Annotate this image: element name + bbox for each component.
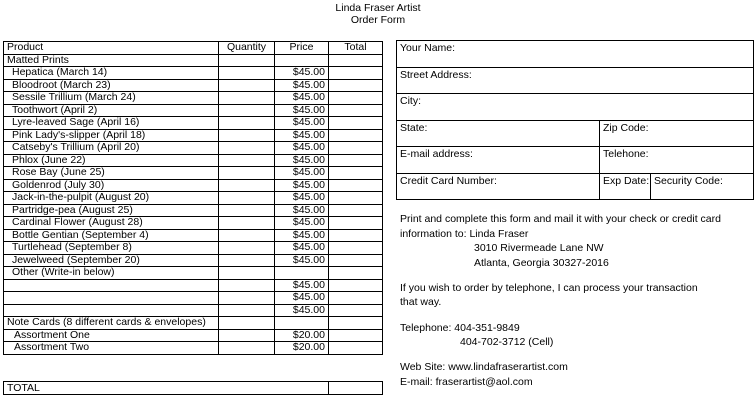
quantity-cell[interactable] <box>219 117 275 130</box>
total-cell[interactable] <box>329 254 383 267</box>
total-cell[interactable] <box>329 154 383 167</box>
table-row <box>4 192 383 205</box>
table-row <box>4 67 383 80</box>
product-table <box>3 41 383 355</box>
product-name: Bottle Gentian (September 4) <box>4 229 219 242</box>
table-row <box>4 179 383 192</box>
total-cell[interactable] <box>329 79 383 92</box>
total-cell[interactable] <box>329 267 383 280</box>
product-name: Cardinal Flower (August 28) <box>4 217 219 230</box>
write-in-product-field[interactable] <box>4 304 219 317</box>
table-row <box>4 254 383 267</box>
quantity-cell[interactable] <box>219 154 275 167</box>
total-cell[interactable] <box>329 304 383 317</box>
security-code-field[interactable]: Security Code: <box>651 173 754 200</box>
table-row-write-in <box>4 279 383 292</box>
quantity-cell[interactable] <box>219 342 275 355</box>
product-name: Assortment Two <box>4 342 219 355</box>
total-cell[interactable] <box>329 92 383 105</box>
grand-total-cell[interactable] <box>329 382 383 395</box>
exp-date-field[interactable]: Exp Date: <box>600 173 651 200</box>
credit-card-number-field[interactable]: Credit Card Number: <box>397 173 600 200</box>
mail-to-line: information to: Linda Fraser <box>400 227 529 240</box>
quantity-cell[interactable] <box>219 79 275 92</box>
quantity-cell[interactable] <box>219 192 275 205</box>
price-cell: $45.00 <box>275 117 329 130</box>
price-cell: $45.00 <box>275 167 329 180</box>
street-address-field[interactable]: Street Address: <box>397 67 754 94</box>
email-line[interactable]: E-mail: fraserartist@aol.com <box>400 375 533 388</box>
table-row-write-in <box>4 304 383 317</box>
price-cell: $45.00 <box>275 154 329 167</box>
telephone-number: Telephone: 404-351-9849 <box>400 321 520 334</box>
table-row <box>4 204 383 217</box>
quantity-cell[interactable] <box>219 167 275 180</box>
quantity-cell[interactable] <box>219 92 275 105</box>
quantity-cell[interactable] <box>219 267 275 280</box>
artist-title: Linda Fraser Artist <box>335 2 421 14</box>
total-cell[interactable] <box>329 54 383 67</box>
product-name: Jack-in-the-pulpit (August 20) <box>4 192 219 205</box>
print-instructions-line: Print and complete this form and mail it with your check or credit card <box>400 213 721 225</box>
phone-order-note: If you wish to order by telephone, I can process your transaction <box>400 281 698 294</box>
quantity-cell[interactable] <box>219 129 275 142</box>
quantity-cell[interactable] <box>219 217 275 230</box>
total-column-header: Total <box>329 42 383 55</box>
customer-info-table <box>396 40 754 200</box>
quantity-cell[interactable] <box>219 254 275 267</box>
price-cell: $45.00 <box>275 204 329 217</box>
table-row <box>4 217 383 230</box>
section-row-matted-prints <box>4 54 383 67</box>
product-name: Phlox (June 22) <box>4 154 219 167</box>
section-row-note-cards <box>4 317 383 330</box>
product-name: Partridge-pea (August 25) <box>4 204 219 217</box>
price-column-header: Price <box>275 42 329 55</box>
total-cell[interactable] <box>329 242 383 255</box>
price-cell: $20.00 <box>275 329 329 342</box>
info-row-name <box>397 41 754 68</box>
total-table <box>3 381 383 395</box>
write-in-product-field[interactable] <box>4 292 219 305</box>
table-row <box>4 104 383 117</box>
price-cell: $45.00 <box>275 179 329 192</box>
product-name: Pink Lady's-slipper (April 18) <box>4 129 219 142</box>
price-cell: $45.00 <box>275 304 329 317</box>
total-cell[interactable] <box>329 192 383 205</box>
product-name: Jewelweed (September 20) <box>4 254 219 267</box>
total-cell[interactable] <box>329 342 383 355</box>
email-address-field[interactable]: E-mail address: <box>397 147 600 174</box>
other-write-in-label: Other (Write-in below) <box>4 267 219 280</box>
price-cell: $45.00 <box>275 67 329 80</box>
product-name: Sessile Trillium (March 24) <box>4 92 219 105</box>
total-cell[interactable] <box>329 179 383 192</box>
section-label-note-cards: Note Cards (8 different cards & envelopes) <box>4 317 219 330</box>
price-cell: $45.00 <box>275 104 329 117</box>
product-name: Hepatica (March 14) <box>4 67 219 80</box>
info-row-city <box>397 94 754 121</box>
table-row <box>4 329 383 342</box>
price-cell <box>275 267 329 280</box>
state-field[interactable]: State: <box>397 120 600 147</box>
price-cell: $45.00 <box>275 79 329 92</box>
website-line[interactable]: Web Site: www.lindafraserartist.com <box>400 361 568 374</box>
price-cell: $45.00 <box>275 92 329 105</box>
quantity-cell[interactable] <box>219 242 275 255</box>
price-cell: $45.00 <box>275 242 329 255</box>
product-name: Bloodroot (March 23) <box>4 79 219 92</box>
table-row <box>4 154 383 167</box>
product-name: Toothwort (April 2) <box>4 104 219 117</box>
quantity-cell[interactable] <box>219 304 275 317</box>
total-cell[interactable] <box>329 104 383 117</box>
your-name-field[interactable]: Your Name: <box>397 41 754 68</box>
product-name: Rose Bay (June 25) <box>4 167 219 180</box>
product-name: Lyre-leaved Sage (April 16) <box>4 117 219 130</box>
product-name: Catseby's Trillium (April 20) <box>4 142 219 155</box>
product-column-header: Product <box>4 42 219 55</box>
product-table-header <box>4 42 383 55</box>
quantity-cell[interactable] <box>219 54 275 67</box>
quantity-cell[interactable] <box>219 67 275 80</box>
total-cell[interactable] <box>329 279 383 292</box>
price-cell: $45.00 <box>275 142 329 155</box>
mailing-address-city: Atlanta, Georgia 30327-2016 <box>474 256 609 269</box>
order-instructions <box>400 212 752 389</box>
quantity-cell[interactable] <box>219 292 275 305</box>
price-cell: $45.00 <box>275 217 329 230</box>
table-row <box>4 129 383 142</box>
total-label: TOTAL <box>4 382 329 395</box>
section-label-matted-prints: Matted Prints <box>4 54 219 67</box>
table-row-write-in <box>4 292 383 305</box>
cell-number: 404-702-3712 (Cell) <box>460 336 554 349</box>
quantity-column-header: Quantity <box>219 42 275 55</box>
price-cell: $45.00 <box>275 292 329 305</box>
table-row <box>4 167 383 180</box>
info-row-street <box>397 67 754 94</box>
total-cell[interactable] <box>329 117 383 130</box>
table-row <box>4 242 383 255</box>
write-in-product-field[interactable] <box>4 279 219 292</box>
price-cell: $45.00 <box>275 129 329 142</box>
total-cell[interactable] <box>329 204 383 217</box>
mailing-address-street: 3010 Rivermeade Lane NW <box>474 242 604 255</box>
quantity-cell[interactable] <box>219 104 275 117</box>
total-cell[interactable] <box>329 67 383 80</box>
price-cell: $45.00 <box>275 229 329 242</box>
price-cell <box>275 317 329 330</box>
price-cell <box>275 54 329 67</box>
product-name: Goldenrod (July 30) <box>4 179 219 192</box>
total-cell[interactable] <box>329 329 383 342</box>
form-title: Order Form <box>350 14 406 26</box>
table-row <box>4 229 383 242</box>
city-field[interactable]: City: <box>397 94 754 121</box>
total-row <box>4 382 383 395</box>
total-cell[interactable] <box>329 129 383 142</box>
info-row-credit-card <box>397 173 754 200</box>
table-row <box>4 79 383 92</box>
quantity-cell[interactable] <box>219 142 275 155</box>
info-row-email-phone <box>397 147 754 174</box>
table-row <box>4 92 383 105</box>
price-cell: $45.00 <box>275 279 329 292</box>
quantity-cell[interactable] <box>219 279 275 292</box>
total-cell <box>329 317 383 330</box>
total-cell[interactable] <box>329 229 383 242</box>
product-name: Assortment One <box>4 329 219 342</box>
total-cell[interactable] <box>329 292 383 305</box>
total-cell[interactable] <box>329 217 383 230</box>
info-row-state-zip <box>397 120 754 147</box>
quantity-cell[interactable] <box>219 179 275 192</box>
total-cell[interactable] <box>329 142 383 155</box>
zip-code-field[interactable]: Zip Code: <box>600 120 754 147</box>
table-row <box>4 117 383 130</box>
total-cell[interactable] <box>329 167 383 180</box>
table-row-other <box>4 267 383 280</box>
product-name: Turtlehead (September 8) <box>4 242 219 255</box>
quantity-cell[interactable] <box>219 329 275 342</box>
price-cell: $45.00 <box>275 192 329 205</box>
price-cell: $45.00 <box>275 254 329 267</box>
quantity-cell <box>219 317 275 330</box>
table-row <box>4 342 383 355</box>
quantity-cell[interactable] <box>219 229 275 242</box>
quantity-cell[interactable] <box>219 204 275 217</box>
phone-order-note-cont: that way. <box>400 296 442 309</box>
telephone-field[interactable]: Telehone: <box>600 147 754 174</box>
table-row <box>4 142 383 155</box>
price-cell: $20.00 <box>275 342 329 355</box>
